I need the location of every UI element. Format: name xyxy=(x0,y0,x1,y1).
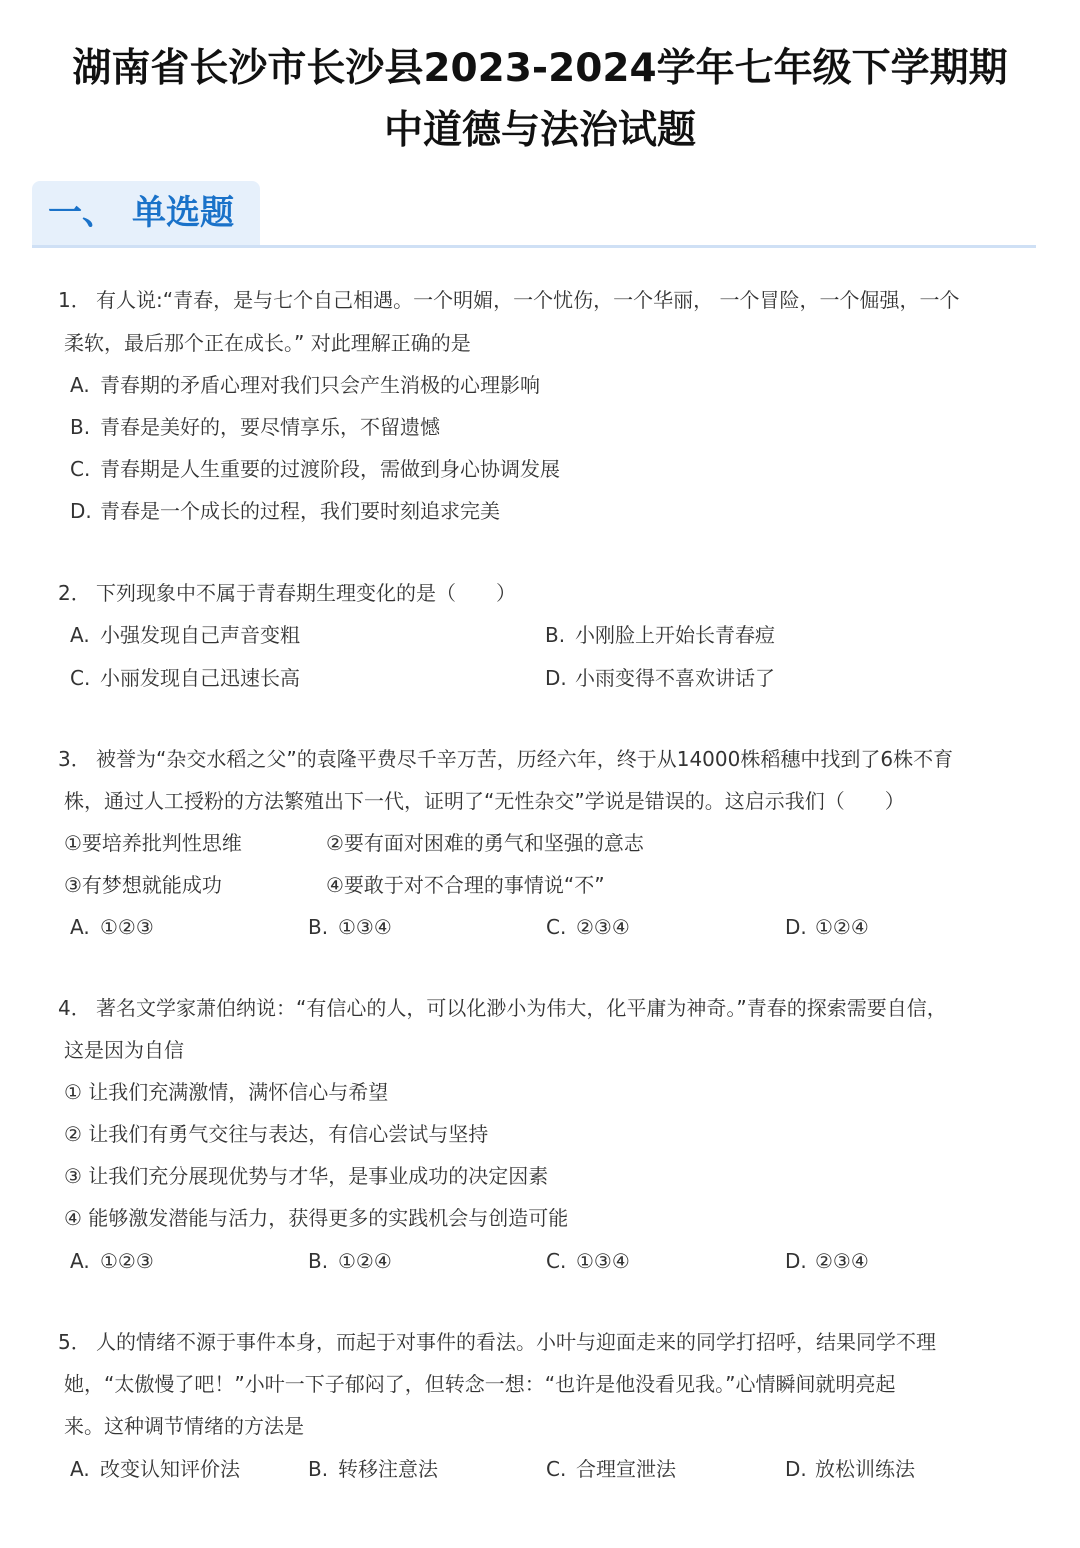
option-a[interactable] xyxy=(70,1245,154,1277)
option-letter: D. xyxy=(785,1249,807,1273)
option-a[interactable] xyxy=(70,911,154,943)
option-text: 青春期是人生重要的过渡阶段，需做到身心协调发展 xyxy=(100,457,560,481)
statement: ④ 能够激发潜能与活力，获得更多的实践机会与创造可能 xyxy=(64,1206,569,1230)
option-text: ①②④ xyxy=(815,915,869,939)
option-c[interactable] xyxy=(546,911,630,943)
option-c[interactable] xyxy=(546,1453,676,1485)
question-number: 5． xyxy=(58,1330,91,1354)
option-b[interactable] xyxy=(308,1453,438,1485)
option-text: ②③④ xyxy=(815,1249,869,1273)
section-header xyxy=(32,181,1036,248)
title-line-2: 中道德与法治试题 xyxy=(383,108,696,153)
option-b[interactable] xyxy=(308,911,392,943)
option-a[interactable] xyxy=(70,1453,240,1485)
option-d[interactable] xyxy=(785,1453,915,1485)
option-letter: C. xyxy=(546,1457,567,1481)
option-text: 小刚脸上开始长青春痘 xyxy=(575,623,775,647)
option-text: ①②④ xyxy=(338,1249,392,1273)
option-text: 合理宣泄法 xyxy=(576,1457,676,1481)
option-letter: D. xyxy=(785,1457,807,1481)
option-b[interactable] xyxy=(70,411,440,443)
option-text: ①③④ xyxy=(338,915,392,939)
option-d[interactable] xyxy=(785,911,869,943)
option-a[interactable] xyxy=(70,369,540,401)
question-stem-line xyxy=(58,743,953,775)
statement: ①要培养批判性思维 xyxy=(64,831,242,855)
option-letter: C. xyxy=(70,666,91,690)
option-text: 改变认知评价法 xyxy=(100,1457,240,1481)
question-number: 4． xyxy=(58,996,91,1020)
option-c[interactable] xyxy=(70,453,560,485)
stem-text: 有人说:“青春，是与七个自己相遇。一个明媚，一个忧伤，一个华丽， 一个冒险，一个倔强，一个 xyxy=(96,288,960,312)
option-a[interactable] xyxy=(70,619,300,651)
statement: ③ 让我们充分展现优势与才华，是事业成功的决定因素 xyxy=(64,1164,549,1188)
option-letter: D. xyxy=(545,666,567,690)
question-number: 1． xyxy=(58,288,91,312)
option-letter: B. xyxy=(545,623,566,647)
option-letter: B. xyxy=(308,1457,329,1481)
option-d[interactable] xyxy=(785,1245,869,1277)
question-stem-line: 株，通过人工授粉的方法繁殖出下一代，证明了“无性杂交”学说是错误的。这启示我们（ ） xyxy=(64,789,905,813)
option-letter: A. xyxy=(70,1249,90,1273)
option-d[interactable] xyxy=(70,495,500,527)
option-text: 青春是一个成长的过程，我们要时刻追求完美 xyxy=(100,499,500,523)
question-stem-line xyxy=(58,577,516,609)
question-stem-line xyxy=(58,1326,936,1358)
stem-text: 下列现象中不属于青春期生理变化的是（ ） xyxy=(96,581,516,605)
stem-text: 人的情绪不源于事件本身，而起于对事件的看法。小叶与迎面走来的同学打招呼，结果同学不理 xyxy=(96,1330,936,1354)
option-letter: C. xyxy=(546,915,567,939)
question-stem-line xyxy=(58,284,959,316)
option-letter: C. xyxy=(546,1249,567,1273)
question-number: 2． xyxy=(58,581,91,605)
stem-text: 著名文学家萧伯纳说：“有信心的人，可以化渺小为伟大，化平庸为神奇。”青春的探索需要自信， xyxy=(96,996,947,1020)
statement: ② 让我们有勇气交往与表达，有信心尝试与坚持 xyxy=(64,1122,489,1146)
option-text: ①③④ xyxy=(576,1249,630,1273)
stem-text: 被誉为“杂交水稻之父”的袁隆平费尽千辛万苦，历经六年，终于从14000株稻穗中找到了6株不育 xyxy=(96,747,954,771)
option-text: 放松训练法 xyxy=(815,1457,915,1481)
question-stem-line: 柔软，最后那个正在成长。” 对此理解正确的是 xyxy=(64,331,471,355)
option-c[interactable] xyxy=(546,1245,630,1277)
option-letter: A. xyxy=(70,1457,90,1481)
option-text: 小丽发现自己迅速长高 xyxy=(100,666,300,690)
question-stem-line: 来。这种调节情绪的方法是 xyxy=(64,1414,304,1438)
section-tab xyxy=(32,181,260,245)
option-letter: B. xyxy=(308,915,329,939)
statement: ③有梦想就能成功 xyxy=(64,873,222,897)
statement: ④要敢于对不合理的事情说“不” xyxy=(326,873,605,897)
option-letter: A. xyxy=(70,623,90,647)
option-text: 转移注意法 xyxy=(338,1457,438,1481)
question-stem-line: 她，“太傲慢了吧！”小叶一下子郁闷了，但转念一想：“也许是他没看见我。”心情瞬间就明亮起 xyxy=(64,1372,896,1396)
option-c[interactable] xyxy=(70,662,300,694)
option-text: 小雨变得不喜欢讲话了 xyxy=(575,666,775,690)
section-name: 单选题 xyxy=(132,193,234,233)
title-line-1: 湖南省长沙市长沙县2023-2024学年七年级下学期期 xyxy=(72,46,1008,91)
option-text: 小强发现自己声音变粗 xyxy=(100,623,300,647)
statement: ②要有面对困难的勇气和坚强的意志 xyxy=(326,831,644,855)
option-text: ①②③ xyxy=(100,1249,154,1273)
option-text: 青春期的矛盾心理对我们只会产生消极的心理影响 xyxy=(100,373,540,397)
option-b[interactable] xyxy=(545,619,775,651)
question-stem-line xyxy=(58,992,947,1024)
document-title xyxy=(0,38,1080,162)
question-stem-line: 这是因为自信 xyxy=(64,1038,184,1062)
statement: ① 让我们充满激情，满怀信心与希望 xyxy=(64,1080,389,1104)
option-d[interactable] xyxy=(545,662,775,694)
option-letter: C. xyxy=(70,457,91,481)
option-text: 青春是美好的，要尽情享乐，不留遗憾 xyxy=(100,415,440,439)
option-b[interactable] xyxy=(308,1245,392,1277)
question-number: 3． xyxy=(58,747,91,771)
option-letter: A. xyxy=(70,915,90,939)
option-letter: D. xyxy=(70,499,92,523)
option-letter: A. xyxy=(70,373,90,397)
option-letter: D. xyxy=(785,915,807,939)
option-text: ①②③ xyxy=(100,915,154,939)
option-letter: B. xyxy=(70,415,91,439)
option-letter: B. xyxy=(308,1249,329,1273)
section-number: 一、 xyxy=(48,193,116,233)
option-text: ②③④ xyxy=(576,915,630,939)
